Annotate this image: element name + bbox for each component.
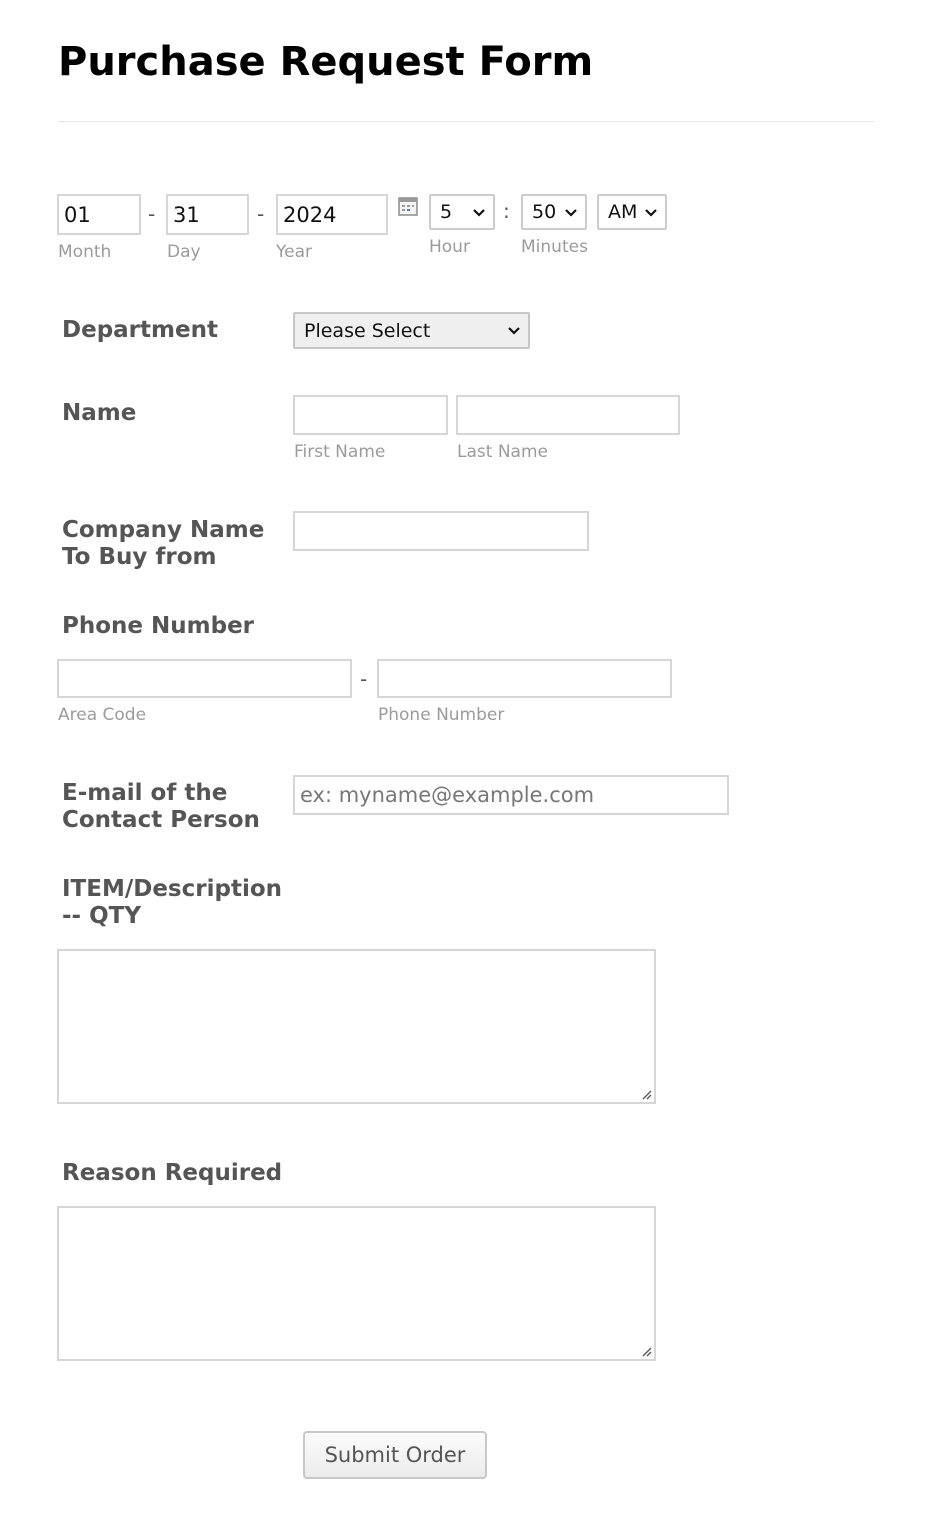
- hour-sublabel: Hour: [429, 237, 470, 257]
- year-sublabel: Year: [276, 242, 312, 262]
- item-label-line2: -- QTY: [62, 903, 141, 929]
- ampm-select-value: AM: [608, 201, 638, 223]
- resize-grip-icon[interactable]: [640, 1088, 652, 1100]
- item-textarea[interactable]: [57, 949, 656, 1104]
- email-label: [62, 780, 260, 834]
- minutes-select[interactable]: [521, 194, 587, 230]
- hour-select-value: 5: [440, 201, 453, 223]
- company-label: [62, 517, 264, 571]
- month-input[interactable]: [57, 194, 141, 235]
- calendar-icon[interactable]: [398, 196, 418, 220]
- chevron-down-icon: [473, 208, 485, 217]
- resize-grip-icon[interactable]: [640, 1345, 652, 1357]
- last-name-sublabel: Last Name: [457, 442, 548, 462]
- date-separator: -: [148, 202, 156, 226]
- reason-label: Reason Required: [62, 1160, 283, 1186]
- department-label: Department: [62, 317, 218, 343]
- chevron-down-icon: [645, 208, 657, 217]
- submit-order-button[interactable]: Submit Order: [303, 1431, 487, 1479]
- day-input[interactable]: [166, 194, 249, 235]
- department-select-value: Please Select: [304, 319, 431, 342]
- company-label-line2: To Buy from: [62, 544, 217, 570]
- phone-separator: -: [360, 667, 368, 691]
- title-divider: [58, 121, 874, 122]
- email-label-line1: E-mail of the: [62, 780, 228, 806]
- item-label: [62, 876, 282, 930]
- minutes-select-value: 50: [532, 201, 557, 223]
- month-sublabel: Month: [58, 242, 112, 262]
- ampm-select[interactable]: [597, 194, 667, 230]
- phone-number-input[interactable]: [377, 659, 672, 698]
- page-title: Purchase Request Form: [58, 39, 594, 85]
- date-separator: -: [257, 202, 265, 226]
- area-code-sublabel: Area Code: [58, 705, 147, 725]
- phone-number-sublabel: Phone Number: [378, 705, 505, 725]
- area-code-input[interactable]: [57, 659, 352, 698]
- last-name-input[interactable]: [456, 395, 680, 435]
- email-input[interactable]: [293, 775, 729, 815]
- phone-label: Phone Number: [62, 613, 255, 639]
- name-label: Name: [62, 400, 137, 426]
- chevron-down-icon: [508, 326, 520, 335]
- year-input[interactable]: [276, 194, 388, 235]
- hour-select[interactable]: [429, 194, 495, 230]
- first-name-sublabel: First Name: [294, 442, 386, 462]
- company-label-line1: Company Name: [62, 517, 265, 543]
- time-separator: :: [503, 199, 510, 223]
- first-name-input[interactable]: [293, 395, 448, 435]
- reason-textarea[interactable]: [57, 1206, 656, 1361]
- item-label-line1: ITEM/Description: [62, 876, 283, 902]
- minutes-sublabel: Minutes: [521, 237, 588, 257]
- department-select[interactable]: [293, 312, 530, 349]
- company-input[interactable]: [293, 511, 589, 551]
- chevron-down-icon: [565, 208, 577, 217]
- email-label-line2: Contact Person: [62, 807, 260, 833]
- day-sublabel: Day: [167, 242, 201, 262]
